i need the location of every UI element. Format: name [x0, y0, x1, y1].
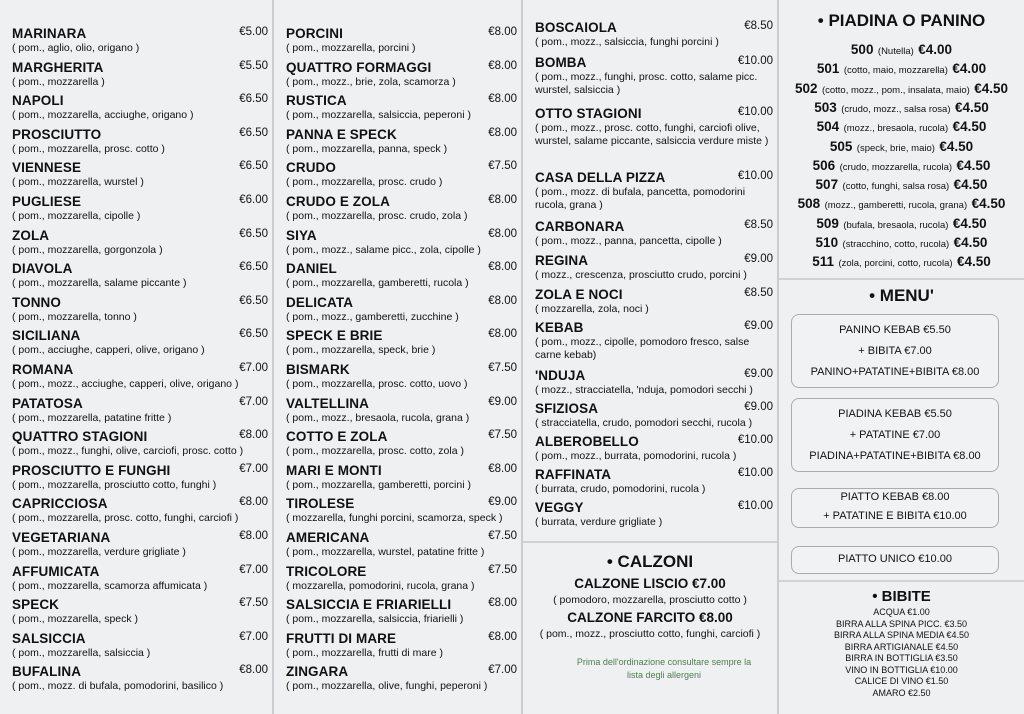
- piadina-number: 500: [850, 42, 874, 57]
- item-ingredients: ( pom., mozzarella, salsiccia, peperoni ): [286, 109, 471, 121]
- item-name: SALSICCIA E FRIARIELLI: [286, 597, 452, 612]
- item-price: €8.50: [744, 20, 773, 32]
- menu-box-panino: [791, 314, 999, 388]
- item-name: VEGGY: [535, 500, 584, 515]
- menu-line: PIADINA KEBAB €5.50: [838, 408, 952, 420]
- piadina-price: €4.50: [956, 254, 991, 270]
- piadina-item: [779, 176, 1024, 194]
- item-ingredients: ( pom., mozzarella, gamberetti, porcini ): [286, 479, 471, 491]
- item-ingredients: ( pom., mozzarella, salsiccia, friarielli ): [286, 613, 464, 625]
- item-ingredients: ( pom., mozzarella, prosc. cotto, zola ): [286, 445, 464, 457]
- item-name: SIYA: [286, 228, 317, 243]
- piadina-number: 503: [814, 99, 837, 115]
- item-price: €6.50: [239, 328, 268, 340]
- item-name: CRUDO E ZOLA: [286, 194, 390, 209]
- piadina-description: (bufala, bresaola, rucola): [843, 219, 949, 231]
- item-ingredients: ( pom., mozz., burrata, pomodorini, rucola ): [535, 450, 737, 462]
- item-price: €7.00: [239, 362, 268, 374]
- item-ingredients: ( pom., mozzarella, scamorza affumicata ): [12, 580, 208, 592]
- item-price: €10.00: [737, 170, 773, 182]
- item-name: ZOLA: [12, 228, 50, 243]
- piadina-price: €4.50: [939, 138, 974, 154]
- item-price: €8.00: [488, 26, 517, 38]
- item-name: TONNO: [12, 295, 62, 310]
- drink-item: BIRRA ALLA SPINA PICC. €3.50: [835, 618, 968, 629]
- calzoni-title: • CALZONI: [606, 552, 694, 571]
- section-divider: [523, 541, 777, 543]
- item-name: ALBEROBELLO: [535, 434, 639, 449]
- item-price: €8.00: [488, 631, 517, 643]
- item-ingredients: ( pom., mozzarella, gamberetti, rucola ): [286, 277, 469, 289]
- item-ingredients: ( pom., mozzarella, acciughe, origano ): [12, 109, 194, 121]
- item-ingredients: ( pom., mozzarella, prosc. cotto ): [12, 143, 165, 155]
- item-ingredients: ( pom., acciughe, capperi, olive, origano ): [12, 344, 205, 356]
- item-ingredients: ( mozz., crescenza, prosciutto crudo, porcini ): [535, 269, 747, 281]
- item-ingredients: ( pom., mozz., funghi, prosc. cotto, salame picc. wurstel, salsiccia ): [535, 71, 758, 97]
- item-name: RAFFINATA: [535, 467, 612, 482]
- item-name: PROSCIUTTO E FUNGHI: [12, 463, 171, 478]
- drink-item: BIRRA ARTIGIANALE €4.50: [844, 641, 959, 652]
- item-price: €9.00: [488, 496, 517, 508]
- item-name: PORCINI: [286, 26, 343, 41]
- item-ingredients: ( pom., mozzarella, tonno ): [12, 311, 137, 323]
- item-name: KEBAB: [535, 320, 584, 335]
- item-ingredients: ( pom., mozz., salsiccia, funghi porcini ): [535, 36, 719, 48]
- item-price: €7.50: [239, 597, 268, 609]
- item-ingredients: ( pom., aglio, olio, origano ): [12, 42, 140, 54]
- item-price: €6.00: [239, 194, 268, 206]
- item-ingredients: ( pom., mozzarella, cipolle ): [12, 210, 141, 222]
- item-name: SFIZIOSA: [535, 401, 599, 416]
- piadina-number: 507: [815, 177, 839, 193]
- calzone-liscio-ingredients: ( pomodoro, mozzarella, prosciutto cotto ): [553, 594, 747, 606]
- piadina-price: €4.50: [956, 157, 991, 173]
- piadina-description: (stracchino, cotto, rucola): [842, 239, 950, 250]
- item-name: CAPRICCIOSA: [12, 496, 108, 511]
- item-ingredients: ( pom., mozzarella, prosc. crudo ): [286, 176, 443, 188]
- piadina-item: [779, 41, 1024, 59]
- menu-line: + BIBITA €7.00: [858, 345, 932, 357]
- item-price: €7.00: [239, 396, 268, 408]
- allergen-note-line-2: lista degli allergeni: [626, 670, 702, 680]
- item-ingredients: ( pom., mozz., brie, zola, scamorza ): [286, 76, 456, 88]
- piadina-number: 505: [829, 138, 853, 154]
- item-ingredients: ( stracciatella, crudo, pomodori secchi, rucola ): [535, 417, 753, 429]
- item-price: €6.50: [239, 261, 268, 273]
- item-price: €6.50: [239, 127, 268, 139]
- drink-item: CALICE DI VINO €1.50: [854, 676, 949, 686]
- item-name: DIAVOLA: [12, 261, 73, 276]
- item-ingredients: ( pom., mozz., bresaola, rucola, grana ): [286, 412, 470, 424]
- piadina-item: [779, 195, 1024, 213]
- item-name: CARBONARA: [535, 219, 625, 234]
- drink-item: AMARO €2.50: [872, 687, 931, 698]
- section-divider: [779, 278, 1024, 280]
- item-price: €8.00: [488, 597, 517, 609]
- item-name: VEGETARIANA: [12, 530, 111, 545]
- allergen-note: [559, 656, 769, 682]
- item-name: ROMANA: [12, 362, 74, 377]
- calzone-liscio: CALZONE LISCIO €7.00: [574, 576, 726, 591]
- item-price: €8.00: [239, 496, 268, 508]
- calzone-farcito: CALZONE FARCITO €8.00: [567, 610, 733, 625]
- pizza-column-2: [274, 0, 521, 714]
- item-price: €8.00: [488, 295, 517, 307]
- item-name: SPECK E BRIE: [286, 328, 383, 343]
- piadina-description: (zola, porcini, cotto, rucola): [838, 258, 953, 270]
- piadina-price: €4.50: [953, 235, 988, 250]
- piadina-description: (mozz., bresaola, rucola): [843, 123, 949, 135]
- item-ingredients: ( pom., mozz., acciughe, capperi, olive, origano ): [12, 378, 239, 390]
- item-price: €7.00: [239, 631, 268, 643]
- calzone-farcito-ingredients: ( pom., mozz., prosciutto cotto, funghi, carciofi ): [539, 628, 761, 640]
- item-ingredients: ( pom., mozzarella, patatine fritte ): [12, 412, 172, 424]
- item-name: BISMARK: [286, 362, 350, 377]
- piadina-number: 502: [794, 80, 818, 96]
- item-price: €10.00: [737, 55, 773, 67]
- item-ingredients: ( pom., mozzarella, panna, speck ): [286, 143, 448, 155]
- item-ingredients: ( pom., mozzarella, wurstel ): [12, 176, 144, 188]
- piadina-price: €4.50: [952, 119, 987, 135]
- item-ingredients: ( pom., mozzarella, prosc. crudo, zola ): [286, 210, 468, 222]
- item-ingredients: ( pom., mozzarella ): [12, 76, 105, 88]
- piadina-item: [779, 60, 1024, 78]
- item-name: MARINARA: [12, 26, 87, 41]
- piadina-item: [779, 157, 1024, 175]
- item-name: PANNA E SPECK: [286, 127, 397, 142]
- item-price: €8.50: [744, 219, 773, 231]
- item-price: €8.50: [744, 287, 773, 299]
- pizza-column-1: [0, 0, 272, 714]
- item-price: €8.00: [488, 93, 517, 105]
- piadina-number: 501: [816, 61, 840, 77]
- menu-line: PANINO KEBAB €5.50: [839, 324, 951, 336]
- item-price: €9.00: [744, 253, 773, 265]
- item-name: QUATTRO FORMAGGI: [286, 60, 432, 75]
- drink-item: BIRRA ALLA SPINA MEDIA €4.50: [833, 630, 970, 640]
- item-name: BOMBA: [535, 55, 587, 70]
- item-price: €7.50: [488, 429, 517, 441]
- piadina-price: €4.00: [952, 61, 987, 77]
- item-price: €7.00: [239, 463, 268, 475]
- piadina-description: (crudo, mozzarella, rucola): [839, 161, 953, 173]
- item-price: €10.00: [737, 467, 773, 479]
- item-ingredients: ( pom., mozzarella, prosc. cotto, uovo ): [286, 378, 468, 390]
- piadina-item: [779, 118, 1024, 136]
- menu-line: PIATTO KEBAB €8.00: [840, 491, 950, 503]
- item-price: €7.50: [488, 362, 517, 374]
- item-ingredients: ( mozzarella, funghi porcini, scamorza, speck ): [286, 512, 503, 524]
- item-name: COTTO E ZOLA: [286, 429, 388, 444]
- piadina-description: (crudo, mozz., salsa rosa): [841, 103, 951, 115]
- bibite-title: • BIBITE: [872, 588, 931, 605]
- item-name: BOSCAIOLA: [535, 20, 617, 35]
- item-name: MARI E MONTI: [286, 463, 382, 478]
- piadina-description: (mozz., gamberetti, rucola, grana): [824, 200, 968, 212]
- menu-line: PIADINA+PATATINE+BIBITA €8.00: [809, 450, 981, 462]
- piadina-item: [779, 138, 1024, 156]
- item-name: DELICATA: [286, 295, 354, 310]
- item-price: €8.00: [488, 328, 517, 340]
- piadina-item: [779, 80, 1024, 98]
- item-ingredients: ( pom., mozzarella, wurstel, patatine fritte ): [286, 546, 485, 558]
- item-name: VIENNESE: [12, 160, 82, 175]
- item-ingredients: ( pom., mozzarella, verdure grigliate ): [12, 546, 186, 558]
- item-ingredients: ( pom., mozzarella, speck ): [12, 613, 139, 625]
- item-price: €9.00: [744, 401, 773, 413]
- item-name: CASA DELLA PIZZA: [535, 170, 666, 185]
- item-name: PUGLIESE: [12, 194, 82, 209]
- allergen-note-line-1: Prima dell'ordinazione consultare sempre la: [576, 657, 752, 667]
- item-ingredients: ( pom., mozzarella, porcini ): [286, 42, 416, 54]
- item-ingredients: ( pom., mozz., salame picc., zola, cipolle ): [286, 244, 481, 256]
- piadina-description: (cotto, funghi, salsa rosa): [842, 181, 950, 193]
- item-name: 'NDUJA: [535, 368, 586, 383]
- item-price: €7.50: [488, 564, 517, 576]
- item-name: RUSTICA: [286, 93, 347, 108]
- item-price: €8.00: [239, 664, 268, 676]
- item-price: €8.00: [488, 228, 517, 240]
- item-price: €10.00: [737, 500, 773, 512]
- menu-line: + PATATINE E BIBITA €10.00: [823, 510, 967, 522]
- item-price: €10.00: [737, 106, 773, 118]
- item-name: MARGHERITA: [12, 60, 104, 75]
- item-price: €9.00: [744, 320, 773, 332]
- item-ingredients: ( pom., mozzarella, speck, brie ): [286, 344, 436, 356]
- item-name: ZINGARA: [286, 664, 349, 679]
- piadina-price: €4.50: [953, 177, 988, 193]
- item-name: TRICOLORE: [286, 564, 367, 579]
- piadina-number: 504: [816, 119, 840, 135]
- piadina-item: [779, 99, 1024, 117]
- menu-box-piatto-kebab: [791, 488, 999, 528]
- item-price: €8.00: [239, 530, 268, 542]
- item-price: €8.00: [488, 194, 517, 206]
- item-ingredients: ( mozzarella, zola, noci ): [535, 303, 649, 315]
- piadina-description: (cotto, mozz., pom., insalata, maio): [821, 84, 970, 96]
- item-ingredients: ( pom., mozzarella, frutti di mare ): [286, 647, 443, 659]
- piadina-number: 508: [797, 196, 821, 212]
- piadina-description: (cotto, maio, mozzarella): [843, 65, 948, 77]
- piadina-description: (Nutella): [877, 46, 914, 57]
- piadina-number: 506: [812, 157, 836, 173]
- item-price: €6.50: [239, 93, 268, 105]
- item-ingredients: ( pom., mozz., cipolle, pomodoro fresco, salse carne kebab): [535, 336, 750, 362]
- menu-box-piatto-unico: [791, 546, 999, 574]
- item-name: SPECK: [12, 597, 60, 612]
- item-ingredients: ( burrata, verdure grigliate ): [535, 516, 663, 528]
- piadina-price: €4.50: [974, 80, 1009, 96]
- item-name: PATATOSA: [12, 396, 83, 411]
- item-price: €6.50: [239, 295, 268, 307]
- item-ingredients: ( pom., mozzarella, gorgonzola ): [12, 244, 163, 256]
- item-ingredients: ( pom., mozz., panna, pancetta, cipolle ): [535, 235, 722, 247]
- item-name: NAPOLI: [12, 93, 64, 108]
- item-ingredients: ( pom., mozzarella, salame piccante ): [12, 277, 187, 289]
- item-price: €6.50: [239, 160, 268, 172]
- piadina-item: [779, 234, 1024, 252]
- piadina-title: • PIADINA O PANINO: [817, 11, 986, 30]
- item-name: FRUTTI DI MARE: [286, 631, 397, 646]
- item-ingredients: ( pom., mozzarella, prosc. cotto, funghi, carciofi ): [12, 512, 239, 524]
- menu-line: + PATATINE €7.00: [849, 429, 941, 441]
- item-price: €8.00: [488, 261, 517, 273]
- item-price: €8.00: [488, 127, 517, 139]
- item-ingredients: ( mozzarella, pomodorini, rucola, grana ): [286, 580, 475, 592]
- piadina-item: [779, 253, 1024, 271]
- item-name: DANIEL: [286, 261, 337, 276]
- item-name: SICILIANA: [12, 328, 81, 343]
- item-name: QUATTRO STAGIONI: [12, 429, 148, 444]
- item-ingredients: ( mozz., stracciatella, 'nduja, pomodori secchi ): [535, 384, 753, 396]
- piadina-item: [779, 215, 1024, 233]
- item-ingredients: ( pom., mozz. di bufala, pancetta, pomodorini rucola, grana ): [535, 186, 746, 212]
- item-name: AFFUMICATA: [12, 564, 100, 579]
- item-name: SALSICCIA: [12, 631, 86, 646]
- piadina-price: €4.00: [918, 42, 953, 57]
- item-name: CRUDO: [286, 160, 336, 175]
- drink-item: BIRRA IN BOTTIGLIA €3.50: [845, 653, 958, 663]
- item-name: VALTELLINA: [286, 396, 369, 411]
- item-ingredients: ( pom., mozz., funghi, olive, carciofi, prosc. cotto ): [12, 445, 244, 457]
- item-ingredients: ( burrata, crudo, pomodorini, rucola ): [535, 483, 706, 495]
- menu-line: PANINO+PATATINE+BIBITA €8.00: [810, 366, 980, 378]
- piadina-number: 511: [812, 254, 835, 270]
- item-price: €5.00: [239, 26, 268, 38]
- menu-title: • MENU': [869, 286, 934, 305]
- item-price: €8.00: [488, 60, 517, 72]
- piadina-number: 510: [815, 235, 839, 250]
- item-name: TIROLESE: [286, 496, 355, 511]
- item-price: €9.00: [744, 368, 773, 380]
- piadina-price: €4.50: [954, 99, 989, 115]
- item-name: OTTO STAGIONI: [535, 106, 642, 121]
- menu-line: PIATTO UNICO €10.00: [838, 553, 952, 565]
- item-price: €8.00: [239, 429, 268, 441]
- item-name: BUFALINA: [12, 664, 82, 679]
- item-name: REGINA: [535, 253, 589, 268]
- item-price: €7.50: [488, 160, 517, 172]
- item-price: €5.50: [239, 60, 268, 72]
- section-divider: [779, 580, 1024, 582]
- item-ingredients: ( pom., mozzarella, olive, funghi, peperoni ): [286, 680, 488, 692]
- drink-item: VINO IN BOTTIGLIA €10.00: [845, 664, 958, 675]
- item-ingredients: ( pom., mozzarella, salsiccia ): [12, 647, 151, 659]
- drink-item: ACQUA €1.00: [873, 607, 930, 617]
- item-ingredients: ( pom., mozz. di bufala, pomodorini, basilico ): [12, 680, 224, 692]
- piadina-description: (speck, brie, maio): [856, 142, 935, 154]
- item-ingredients: ( pom., mozzarella, prosciutto cotto, funghi ): [12, 479, 217, 491]
- item-name: ZOLA E NOCI: [535, 287, 623, 302]
- item-price: €8.00: [488, 463, 517, 475]
- item-price: €10.00: [737, 434, 773, 446]
- item-price: €7.00: [239, 564, 268, 576]
- menu-box-piadina: [791, 398, 999, 472]
- right-column: [779, 0, 1024, 714]
- item-ingredients: ( pom., mozz., prosc. cotto, funghi, carciofi olive, wurstel, salame piccante, salsiccia verdure miste ): [535, 122, 769, 148]
- item-ingredients: ( pom., mozz., gamberetti, zucchine ): [286, 311, 459, 323]
- item-name: PROSCIUTTO: [12, 127, 102, 142]
- item-price: €7.50: [488, 530, 517, 542]
- piadina-number: 509: [816, 215, 839, 231]
- piadina-price: €4.50: [952, 215, 987, 231]
- piadina-price: €4.50: [971, 196, 1006, 212]
- pizza-column-3: [523, 0, 777, 714]
- item-price: €7.00: [488, 664, 517, 676]
- item-price: €9.00: [488, 396, 517, 408]
- item-price: €6.50: [239, 228, 268, 240]
- item-name: AMERICANA: [286, 530, 370, 545]
